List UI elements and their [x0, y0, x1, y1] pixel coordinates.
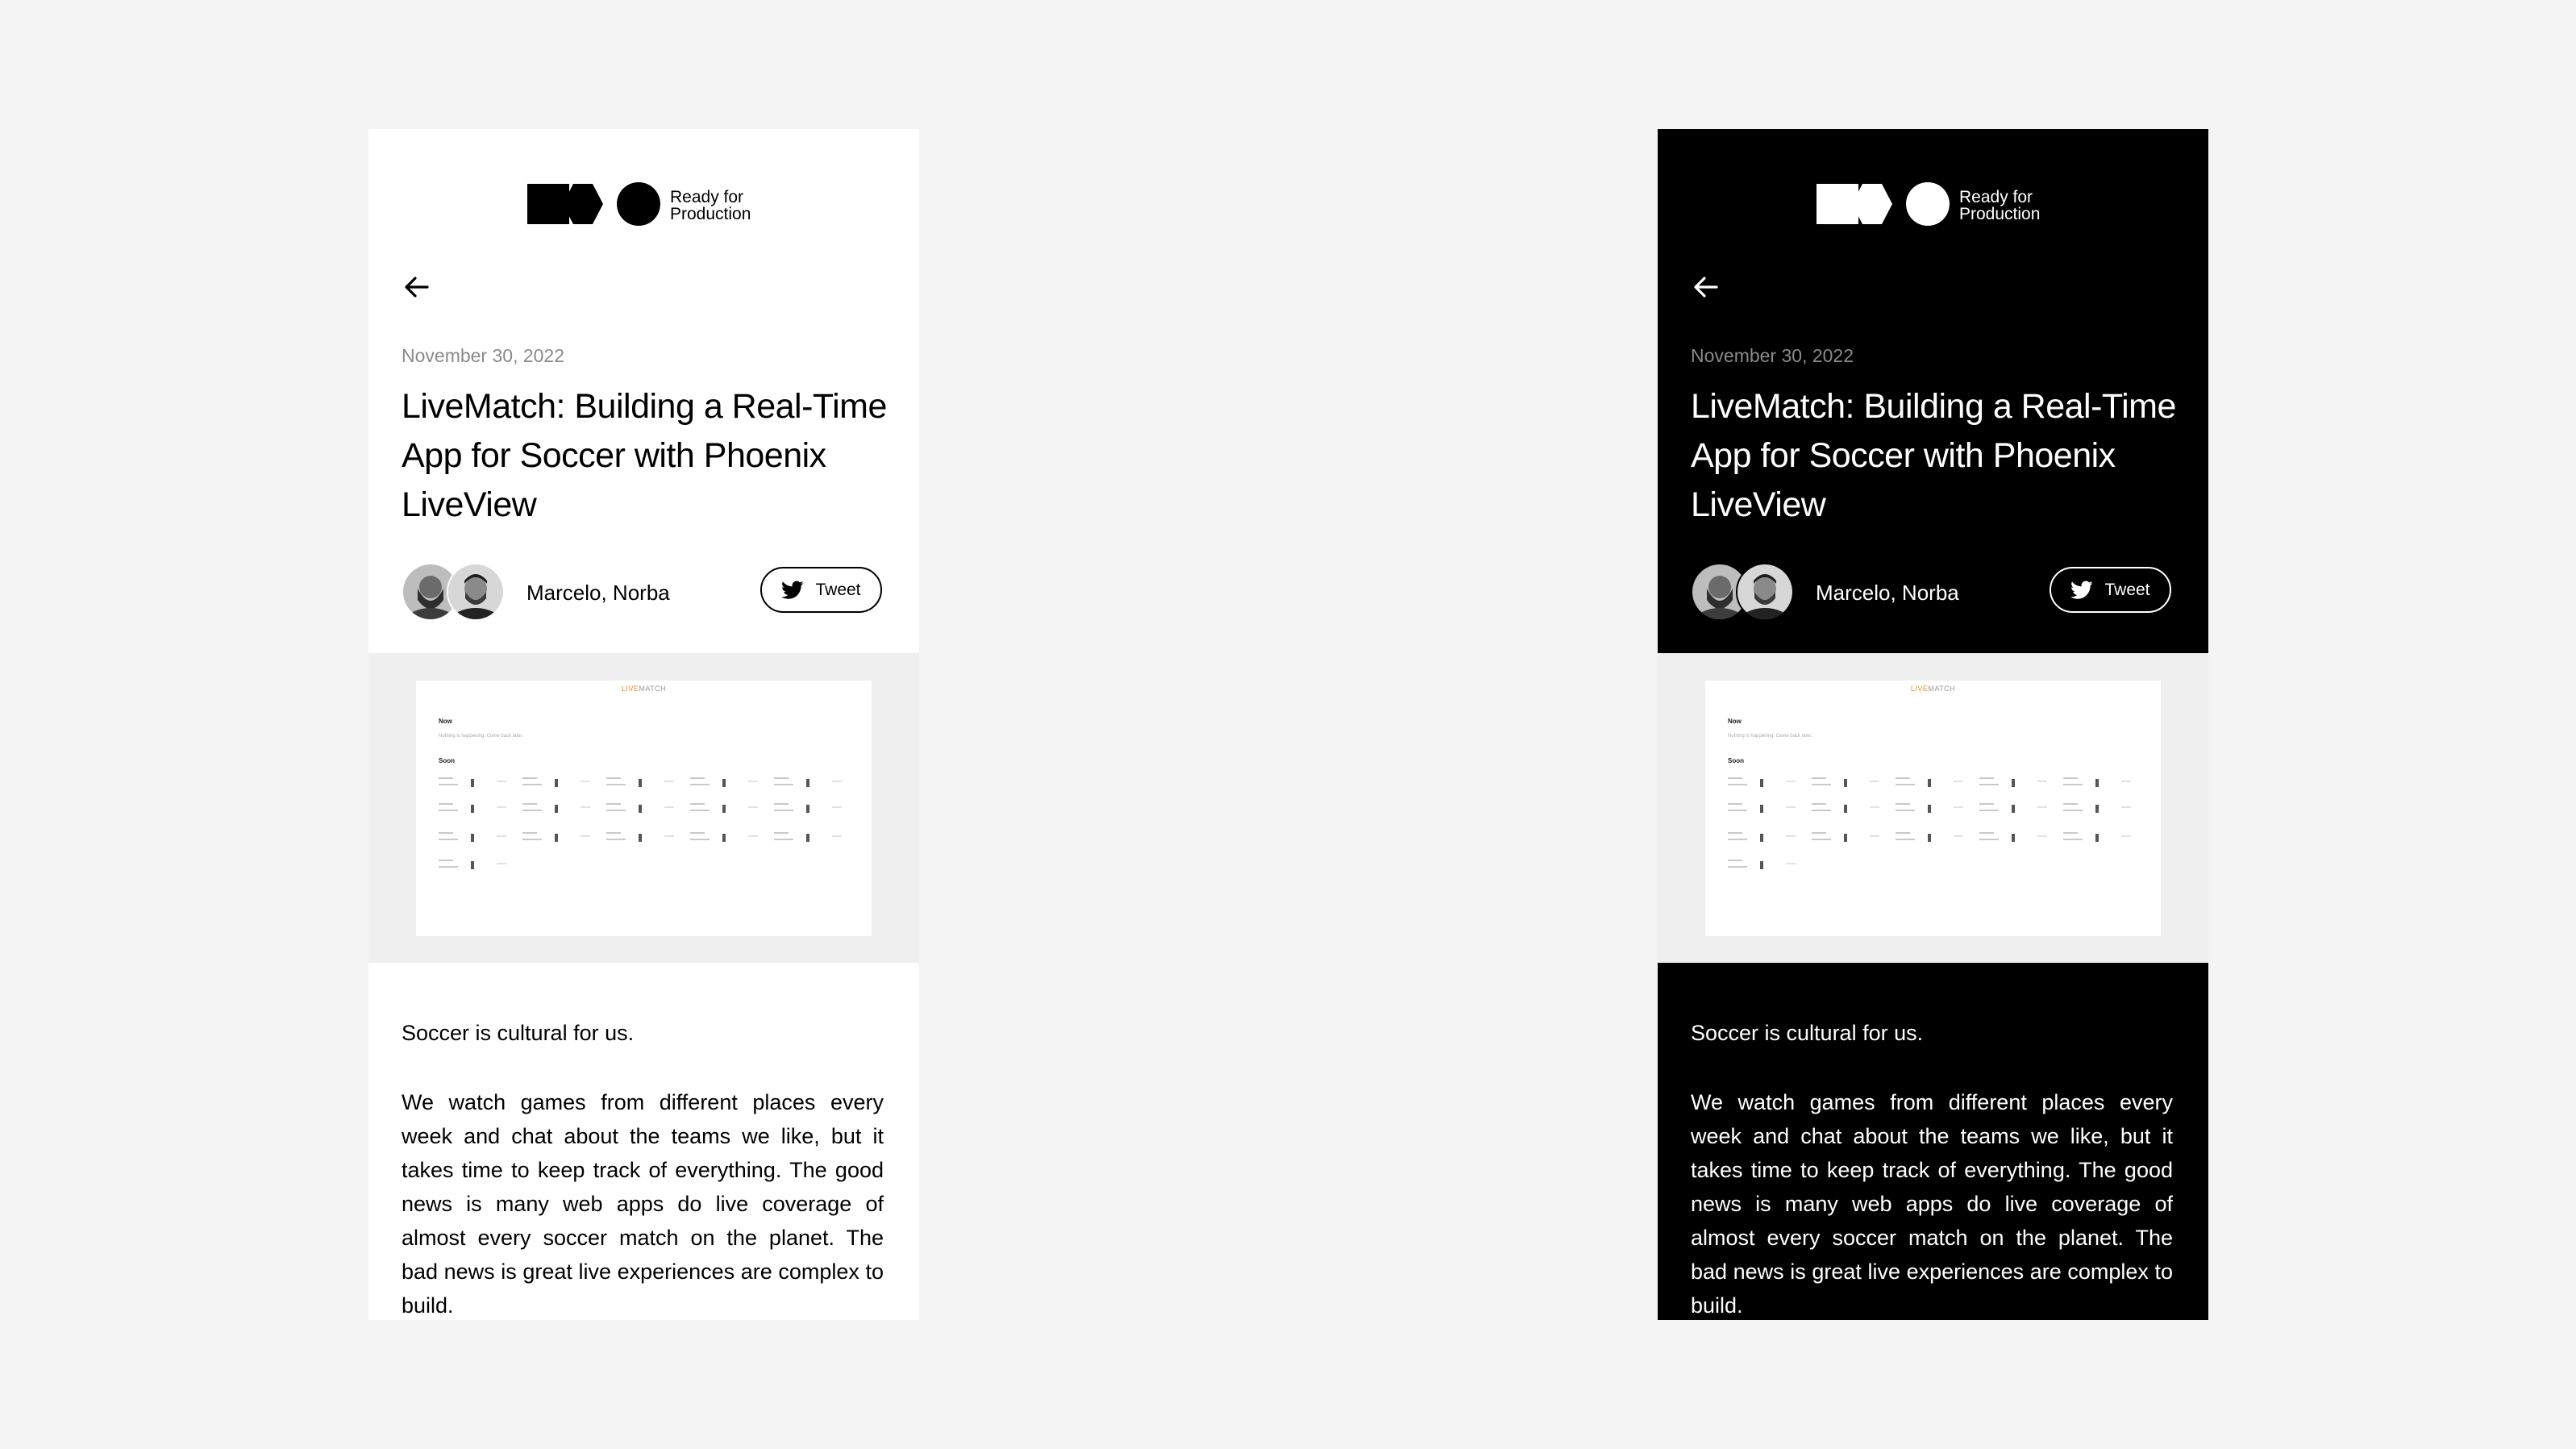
- preview-placeholder-line: [1760, 779, 1763, 787]
- preview-placeholder-line: [2063, 784, 2083, 785]
- preview-placeholder-line: [1979, 839, 1999, 840]
- preview-placeholder-line: [1728, 784, 1747, 785]
- article-paragraph: We watch games from different places every week and chat about the teams we like, but it takes time to keep track of everything. The good news is many web apps do live coverage of almost every soccer match on the planet. The bad news is great live experiences are complex to build.: [1691, 1090, 2173, 1318]
- preview-placeholder-line: [555, 834, 558, 842]
- back-button[interactable]: [401, 271, 433, 303]
- preview-placeholder-line: [2037, 781, 2047, 782]
- preview-placeholder-line: [1928, 805, 1931, 813]
- twitter-bird-icon: [2070, 581, 2093, 600]
- preview-placeholder-line: [722, 805, 726, 813]
- preview-placeholder-line: [1928, 779, 1931, 787]
- preview-placeholder-line: [471, 779, 474, 787]
- preview-placeholder-line: [1979, 777, 1994, 779]
- logo[interactable]: [1817, 182, 2058, 231]
- preview-placeholder-line: [1870, 806, 1879, 808]
- author-avatars: [402, 563, 508, 621]
- preview-brand: LIVEMATCH: [1910, 685, 1956, 693]
- preview-placeholder-line: [581, 806, 590, 808]
- preview-placeholder-line: [1728, 839, 1747, 840]
- preview-placeholder-line: [1928, 834, 1931, 842]
- preview-placeholder-line: [2095, 779, 2099, 787]
- preview-placeholder-line: [1786, 835, 1796, 837]
- preview-placeholder-line: [606, 832, 621, 834]
- preview-placeholder-line: [439, 860, 453, 861]
- author-avatars: [1691, 563, 1797, 621]
- preview-placeholder-line: [690, 777, 705, 779]
- author-names: Marcelo, Norba: [1816, 581, 1959, 605]
- preview-placeholder-line: [1979, 784, 1999, 785]
- preview-placeholder-line: [832, 781, 842, 782]
- preview-placeholder-line: [606, 803, 621, 805]
- preview-placeholder-line: [522, 777, 537, 779]
- preview-placeholder-line: [2121, 835, 2131, 837]
- article-body: [1658, 963, 2208, 1320]
- preview-placeholder-line: [2121, 806, 2131, 808]
- preview-placeholder-line: [2012, 805, 2015, 813]
- preview-placeholder-line: [690, 832, 705, 834]
- preview-placeholder-line: [1812, 839, 1831, 840]
- preview-soon-label: Soon: [1728, 757, 1744, 764]
- preview-placeholder-line: [806, 779, 809, 787]
- logo-mark-icon: [527, 182, 661, 226]
- preview-placeholder-line: [1896, 803, 1910, 805]
- preview-placeholder-line: [1812, 803, 1826, 805]
- preview-placeholder-line: [2037, 806, 2047, 808]
- preview-placeholder-line: [722, 834, 726, 842]
- preview-placeholder-line: [439, 803, 453, 805]
- preview-placeholder-line: [2063, 839, 2083, 840]
- preview-placeholder-line: [748, 806, 758, 808]
- arrow-left-icon: [401, 271, 433, 303]
- preview-placeholder-line: [1812, 777, 1826, 779]
- preview-placeholder-line: [1896, 810, 1915, 811]
- preview-placeholder-line: [439, 810, 458, 811]
- preview-placeholder-line: [1844, 805, 1847, 813]
- preview-placeholder-line: [522, 839, 542, 840]
- preview-placeholder-line: [1896, 832, 1910, 834]
- preview-placeholder-line: [639, 779, 642, 787]
- preview-placeholder-line: [439, 784, 458, 785]
- logo-mark-icon: [1817, 182, 1950, 226]
- preview-placeholder-line: [639, 805, 642, 813]
- preview-placeholder-line: [664, 806, 674, 808]
- preview-placeholder-line: [555, 805, 558, 813]
- preview-placeholder-line: [1760, 805, 1763, 813]
- app-screenshot-preview: [416, 681, 872, 936]
- preview-placeholder-line: [606, 777, 621, 779]
- preview-placeholder-line: [1786, 863, 1796, 864]
- tweet-label: Tweet: [815, 580, 861, 599]
- preview-placeholder-line: [1870, 835, 1879, 837]
- preview-placeholder-line: [1896, 777, 1910, 779]
- preview-now-label: Now: [1728, 718, 1742, 725]
- preview-placeholder-line: [439, 866, 458, 868]
- logo-tagline: Ready for Production: [1959, 188, 2041, 223]
- preview-placeholder-line: [1760, 834, 1763, 842]
- twitter-bird-icon: [781, 581, 804, 600]
- preview-soon-label: Soon: [439, 757, 455, 764]
- preview-placeholder-line: [2063, 810, 2083, 811]
- preview-placeholder-line: [522, 803, 537, 805]
- article-lead: Soccer is cultural for us.: [1691, 1021, 1924, 1045]
- preview-placeholder-line: [2037, 835, 2047, 837]
- preview-placeholder-line: [748, 781, 758, 782]
- tweet-label: Tweet: [2104, 580, 2150, 599]
- preview-placeholder-line: [690, 839, 710, 840]
- preview-placeholder-line: [1896, 784, 1915, 785]
- preview-placeholder-line: [439, 777, 453, 779]
- preview-placeholder-line: [774, 839, 793, 840]
- preview-placeholder-line: [690, 803, 705, 805]
- preview-placeholder-line: [522, 832, 537, 834]
- preview-placeholder-line: [806, 805, 809, 813]
- preview-placeholder-line: [2012, 779, 2015, 787]
- preview-placeholder-line: [1728, 866, 1747, 868]
- preview-placeholder-line: [497, 835, 506, 837]
- preview-placeholder-line: [1870, 781, 1879, 782]
- preview-placeholder-line: [606, 784, 626, 785]
- preview-placeholder-line: [1979, 803, 1994, 805]
- preview-placeholder-line: [1844, 834, 1847, 842]
- preview-placeholder-line: [806, 834, 809, 842]
- preview-placeholder-line: [497, 781, 506, 782]
- light-theme-panel: [368, 129, 919, 1320]
- preview-placeholder-line: [497, 806, 506, 808]
- preview-placeholder-line: [606, 810, 626, 811]
- preview-now-subtitle: Nothing is happening. Come back later.: [1728, 734, 1812, 739]
- preview-placeholder-line: [690, 810, 710, 811]
- preview-placeholder-line: [439, 839, 458, 840]
- preview-placeholder-line: [690, 784, 710, 785]
- author-names: Marcelo, Norba: [526, 581, 670, 605]
- tweet-button[interactable]: [760, 567, 882, 613]
- preview-placeholder-line: [581, 835, 590, 837]
- preview-placeholder-line: [581, 781, 590, 782]
- preview-now-subtitle: Nothing is happening. Come back later.: [439, 734, 523, 739]
- preview-placeholder-line: [639, 834, 642, 842]
- back-button[interactable]: [1690, 271, 1722, 303]
- preview-placeholder-line: [2063, 803, 2078, 805]
- app-screenshot-preview: [1705, 681, 2161, 936]
- preview-placeholder-line: [471, 805, 474, 813]
- preview-placeholder-line: [1979, 810, 1999, 811]
- preview-placeholder-line: [1728, 832, 1742, 834]
- article-paragraph: We watch games from different places every week and chat about the teams we like, but it takes time to keep track of everything. The good news is many web apps do live coverage of almost every soccer match on the planet. The bad news is great live experiences are complex to build.: [402, 1090, 884, 1318]
- dark-theme-panel: [1658, 129, 2208, 1320]
- hero-image-band: [1658, 653, 2208, 963]
- preview-placeholder-line: [1728, 810, 1747, 811]
- preview-placeholder-line: [774, 832, 789, 834]
- article-header: [1658, 129, 2208, 653]
- preview-match-grid: [439, 777, 858, 931]
- preview-placeholder-line: [1844, 779, 1847, 787]
- preview-placeholder-line: [1812, 810, 1831, 811]
- preview-placeholder-line: [2063, 777, 2078, 779]
- preview-placeholder-line: [555, 779, 558, 787]
- article-lead: Soccer is cultural for us.: [402, 1021, 635, 1045]
- article-date: November 30, 2022: [1691, 345, 1854, 366]
- tweet-button[interactable]: [2050, 567, 2171, 613]
- preview-placeholder-line: [2063, 832, 2078, 834]
- preview-placeholder-line: [2095, 805, 2099, 813]
- preview-placeholder-line: [664, 835, 674, 837]
- preview-placeholder-line: [774, 777, 789, 779]
- preview-placeholder-line: [1896, 839, 1915, 840]
- preview-placeholder-line: [832, 806, 842, 808]
- preview-placeholder-line: [722, 779, 726, 787]
- preview-placeholder-line: [774, 810, 793, 811]
- preview-placeholder-line: [664, 781, 674, 782]
- preview-placeholder-line: [1954, 835, 1963, 837]
- preview-placeholder-line: [522, 810, 542, 811]
- preview-placeholder-line: [1786, 781, 1796, 782]
- preview-placeholder-line: [1728, 860, 1742, 861]
- article-header: [368, 129, 919, 653]
- article-body: [368, 963, 919, 1320]
- preview-placeholder-line: [606, 839, 626, 840]
- preview-placeholder-line: [1812, 784, 1831, 785]
- preview-placeholder-line: [497, 863, 506, 864]
- preview-placeholder-line: [2121, 781, 2131, 782]
- preview-placeholder-line: [439, 832, 453, 834]
- preview-placeholder-line: [1728, 777, 1742, 779]
- arrow-left-icon: [1690, 271, 1722, 303]
- preview-placeholder-line: [1954, 781, 1963, 782]
- preview-match-grid: [1728, 777, 2147, 931]
- preview-placeholder-line: [1760, 861, 1763, 869]
- preview-placeholder-line: [522, 784, 542, 785]
- preview-placeholder-line: [471, 834, 474, 842]
- preview-placeholder-line: [774, 803, 789, 805]
- preview-now-label: Now: [439, 718, 452, 725]
- preview-placeholder-line: [748, 835, 758, 837]
- article-title: LiveMatch: Building a Real-Time App for Soccer with Phoenix LiveView: [402, 387, 887, 524]
- logo-tagline: Ready for Production: [670, 188, 751, 223]
- article-title: LiveMatch: Building a Real-Time App for Soccer with Phoenix LiveView: [1691, 387, 2176, 524]
- preview-placeholder-line: [1786, 806, 1796, 808]
- preview-placeholder-line: [1954, 806, 1963, 808]
- preview-placeholder-line: [2095, 834, 2099, 842]
- avatar: [447, 563, 505, 621]
- preview-placeholder-line: [2012, 834, 2015, 842]
- article-date: November 30, 2022: [402, 345, 565, 366]
- preview-placeholder-line: [471, 861, 474, 869]
- hero-image-band: [368, 653, 919, 963]
- preview-placeholder-line: [774, 784, 793, 785]
- preview-placeholder-line: [1979, 832, 1994, 834]
- preview-placeholder-line: [832, 835, 842, 837]
- preview-brand: LIVEMATCH: [621, 685, 667, 693]
- preview-placeholder-line: [1728, 803, 1742, 805]
- logo[interactable]: [527, 182, 769, 231]
- preview-placeholder-line: [1812, 832, 1826, 834]
- avatar: [1736, 563, 1794, 621]
